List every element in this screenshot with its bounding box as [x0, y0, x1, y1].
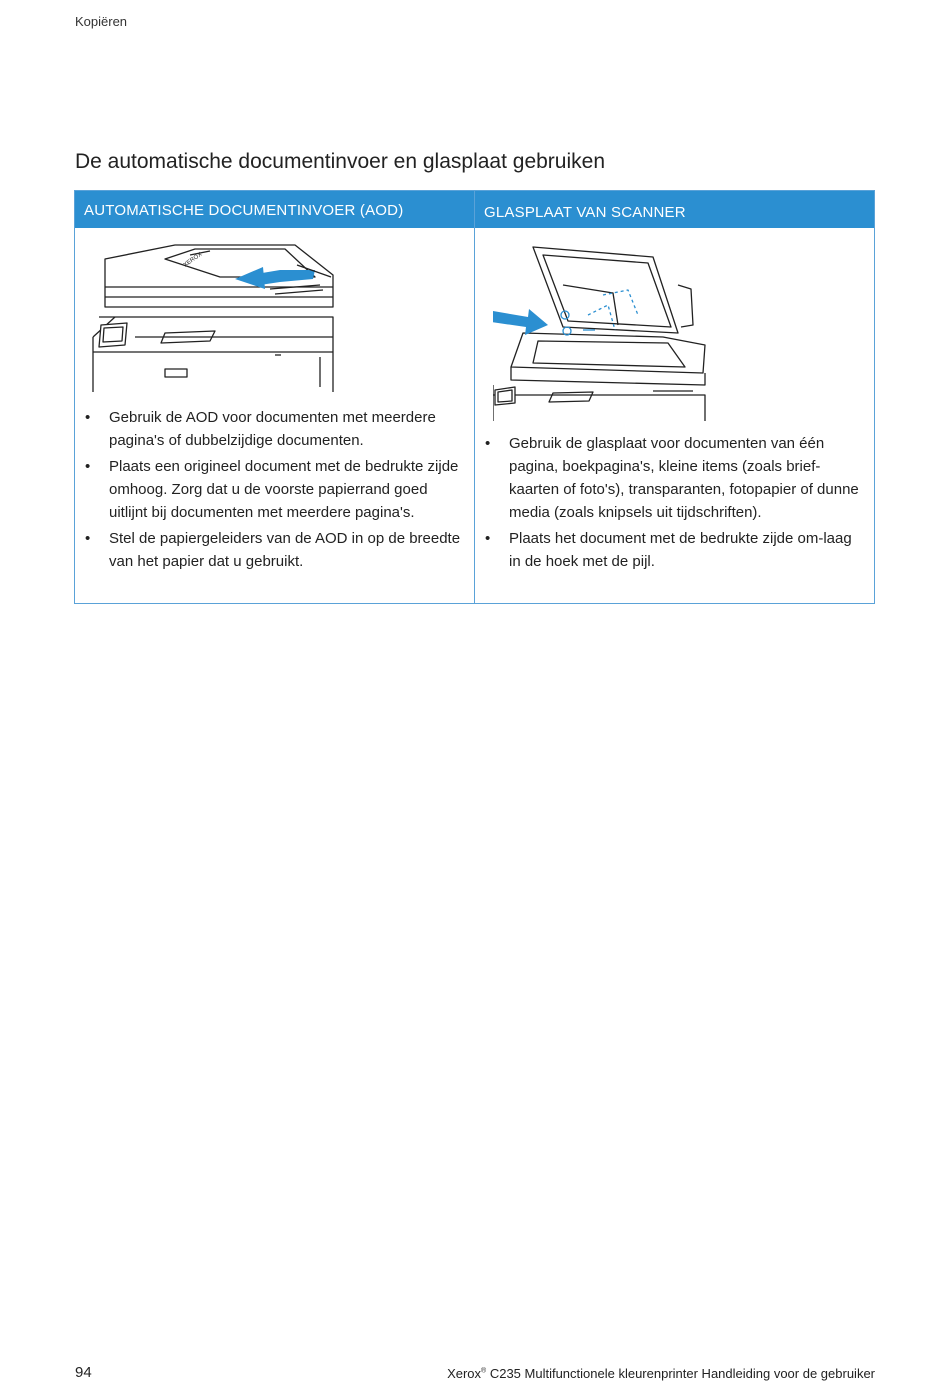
adf-bullet-list	[75, 406, 474, 576]
list-item: • Gebruik de glasplaat voor documenten van één pagina, boekpagina's, kleine items (zoals brief-kaarten of foto's), transparanten, fotopapier of dunne media (zoals knipsels uit tijdschriften).	[485, 435, 859, 521]
footer-brand: Xerox	[447, 1366, 482, 1381]
adf-column-heading: AUTOMATISCHE DOCUMENTINVOER (AOD)	[75, 191, 474, 228]
glass-column	[475, 191, 874, 603]
footer-doc-title	[447, 1366, 875, 1381]
footer-doc-name: C235 Multifunctionele kleurenprinter Handleiding voor de gebruiker	[486, 1366, 875, 1381]
list-item: • Plaats een origineel document met de bedrukte zijde omhoog. Zorg dat u de voorste papierrand goed uitlijnt bij documenten met meerdere pagina's.	[85, 458, 459, 521]
printer-adf-illustration	[85, 237, 340, 392]
glass-column-heading: GLASPLAAT VAN SCANNER	[475, 191, 874, 228]
svg-text:XEROX: XEROX	[182, 251, 204, 269]
adf-column	[75, 191, 475, 603]
glass-bullet-list	[475, 432, 874, 576]
list-item: • Gebruik de AOD voor documenten met meerdere pagina's of dubbelzijdige documenten.	[85, 409, 436, 449]
page-number: 94	[75, 1364, 92, 1381]
list-item: • Plaats het document met de bedrukte zijde om-laag in de hoek met de pijl.	[485, 530, 852, 570]
printer-glass-illustration	[493, 245, 715, 421]
registered-mark: ®	[481, 1367, 487, 1375]
list-item: • Stel de papiergeleiders van de AOD in op de breedte van het papier dat u gebruikt.	[85, 530, 461, 570]
section-title: De automatische documentinvoer en glasplaat gebruiken	[75, 150, 605, 173]
running-header: Kopiëren	[75, 14, 128, 29]
comparison-table	[74, 190, 875, 604]
